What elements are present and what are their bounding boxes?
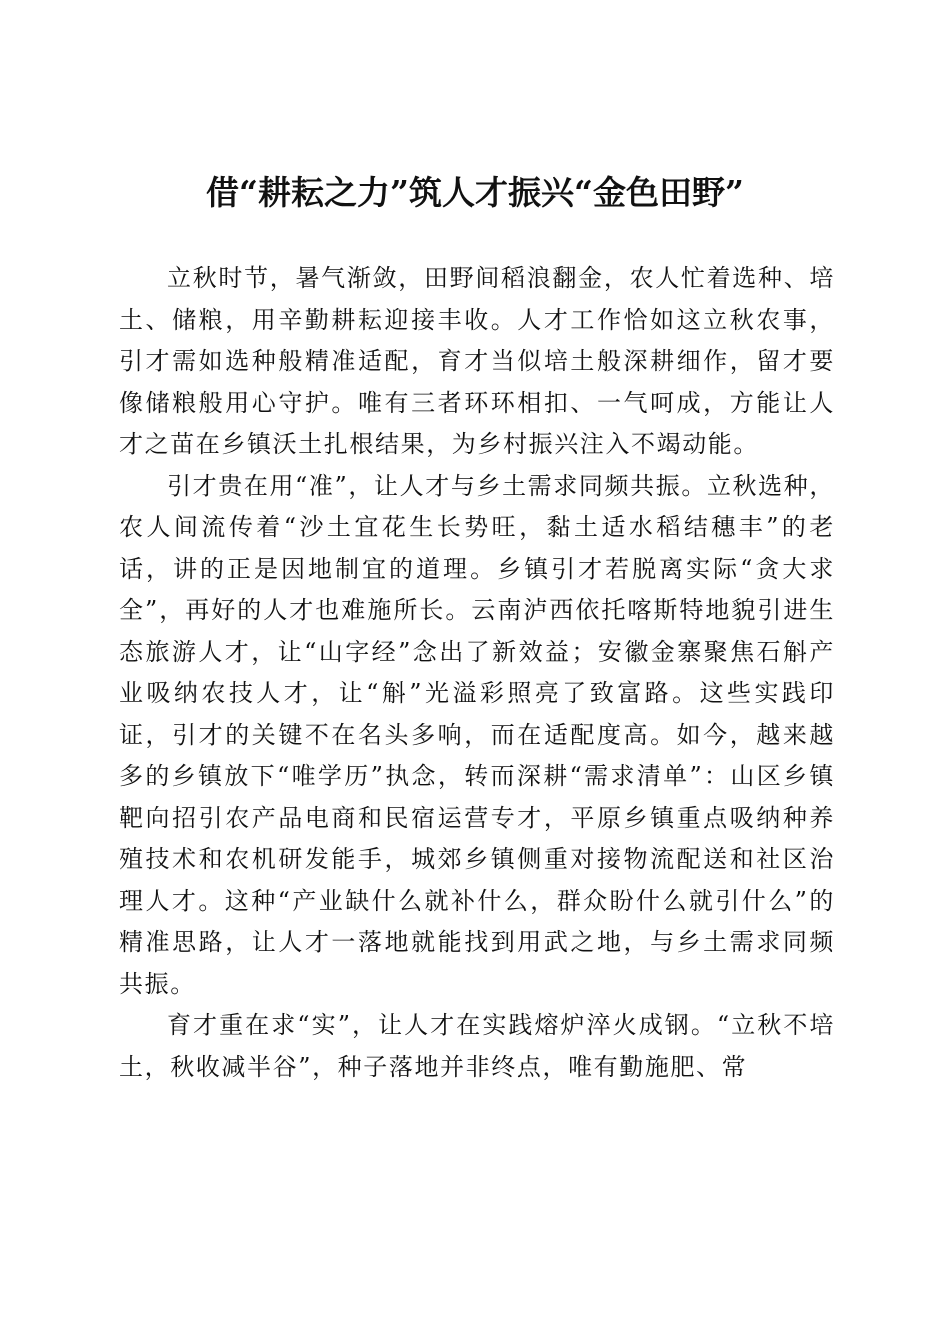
paragraph-intro: 立秋时节，暑气渐敛，田野间稻浪翻金，农人忙着选种、培土、储粮，用辛勤耕耘迎接丰收。人才工作恰如这立秋农事，引才需如选种般精准适配，育才当似培土般深耕细作，留才要像储粮般用心守护。唯有三者环环相扣、一气呵成，方能让人才之苗在乡镇沃土扎根结果，为乡村振兴注入不竭动能。 xyxy=(119,264,835,458)
document-body xyxy=(119,258,835,1088)
paragraph-cultivate-talent: 育才重在求“实”，让人才在实践熔炉淬火成钢。“立秋不培土，秋收减半谷”，种子落地并非终点，唯有勤施肥、常 xyxy=(119,1011,835,1081)
document-title: 借“耕耘之力”筑人才振兴“金色田野” xyxy=(206,173,744,212)
paragraph-attract-talent: 引才贵在用“准”，让人才与乡土需求同频共振。立秋选种，农人间流传着“沙土宜花生长势旺，黏土适水稻结穗丰”的老话，讲的正是因地制宜的道理。乡镇引才若脱离实际“贪大求全”，再好的人才也难施所长。云南泸西依托喀斯特地貌引进生态旅游人才，让“山字经”念出了新效益；安徽金寨聚焦石斛产业吸纳农技人才，让“斛”光溢彩照亮了致富路。这些实践印证，引才的关键不在名头多响，而在适配度高。如今，越来越多的乡镇放下“唯学历”执念，转而深耕“需求清单”：山区乡镇靶向招引农产品电商和民宿运营专才，平原乡镇重点吸纳种养殖技术和农机研发能手，城郊乡镇侧重对接物流配送和社区治理人才。这种“产业缺什么就补什么，群众盼什么就引什么”的精准思路，让人才一落地就能找到用武之地，与乡土需求同频共振。 xyxy=(119,471,835,998)
